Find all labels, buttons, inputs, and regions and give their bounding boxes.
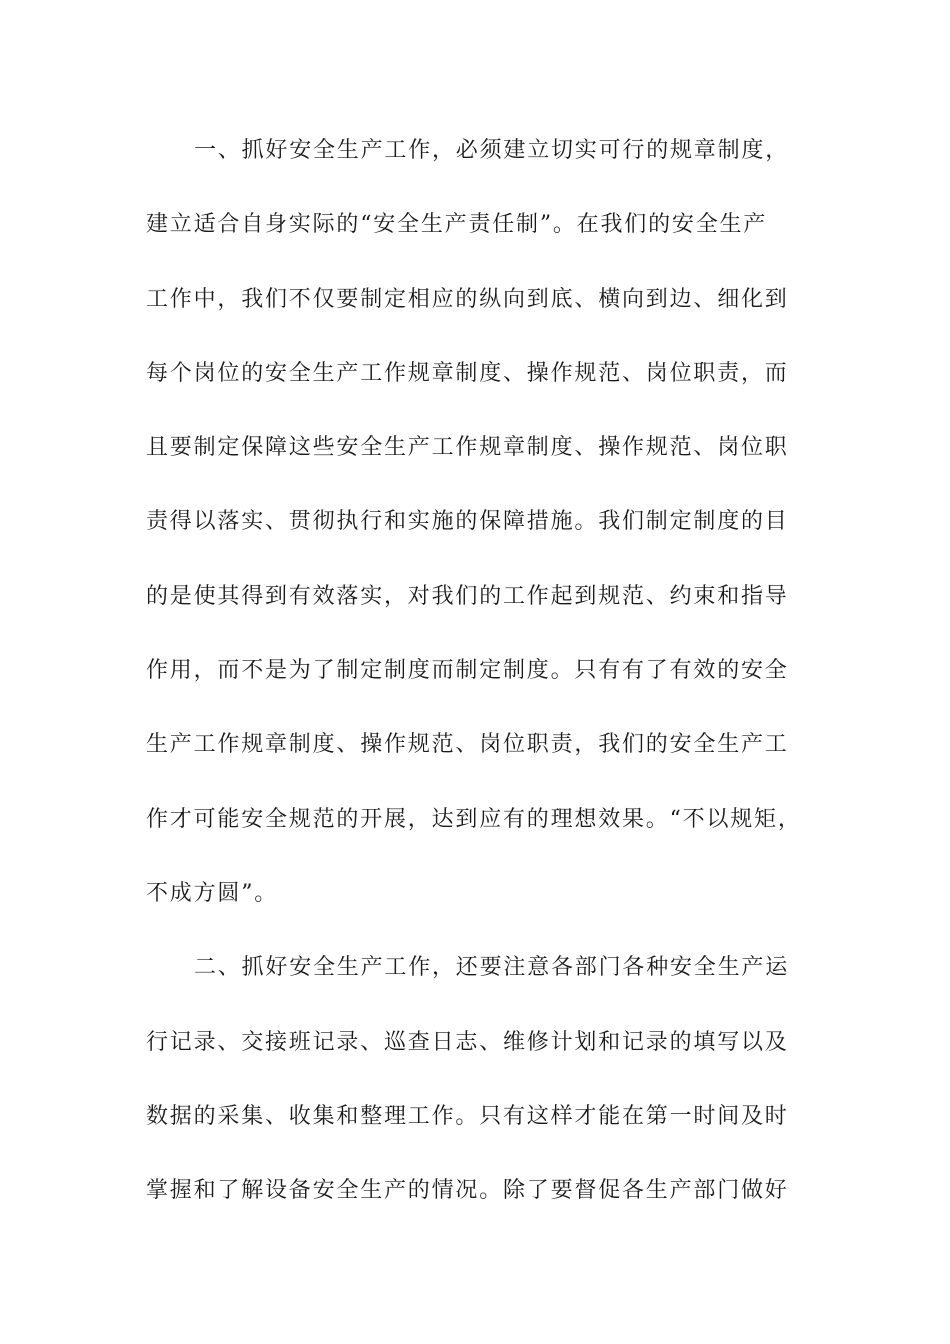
document-body	[146, 128, 806, 1242]
paragraph-1-line-6: 责得以落实、贯彻执行和实施的保障措施。我们制定制度的目	[146, 509, 789, 535]
paragraph-1-line-3: 工作中，我们不仅要制定相应的纵向到底、横向到边、细化到	[146, 286, 789, 312]
paragraph-1-line-1: 一、抓好安全生产工作，必须建立切实可行的规章制度，	[194, 138, 790, 163]
paragraph-1-line-9: 生产工作规章制度、操作规范、岗位职责，我们的安全生产工	[146, 732, 789, 758]
paragraph-2-line-3: 数据的采集、收集和整理工作。只有这样才能在第一时间及时	[146, 1103, 789, 1129]
paragraph-1-line-2: 建立适合自身实际的“安全生产责任制”。在我们的安全生产	[146, 212, 768, 238]
paragraph-1-line-7: 的是使其得到有效落实，对我们的工作起到规范、约束和指导	[146, 583, 789, 609]
paragraph-1-line-10: 作才可能安全规范的开展，达到应有的理想效果。“不以规矩，	[146, 806, 802, 832]
paragraph-1-line-8: 作用，而不是为了制定制度而制定制度。只有有了有效的安全	[146, 658, 789, 684]
paragraph-1-line-4: 每个岗位的安全生产工作规章制度、操作规范、岗位职责，而	[146, 360, 789, 386]
paragraph-2-line-1: 二、抓好安全生产工作，还要注意各部门各种安全生产运	[194, 955, 790, 981]
paragraph-2-line-2: 行记录、交接班记录、巡查日志、维修计划和记录的填写以及	[146, 1029, 789, 1055]
paragraph-1-line-5: 且要制定保障这些安全生产工作规章制度、操作规范、岗位职	[146, 435, 789, 461]
paragraph-2-line-4: 掌握和了解设备安全生产的情况。除了要督促各生产部门做好	[146, 1178, 789, 1204]
paragraph-1-line-11: 不成方圆”。	[146, 880, 279, 906]
